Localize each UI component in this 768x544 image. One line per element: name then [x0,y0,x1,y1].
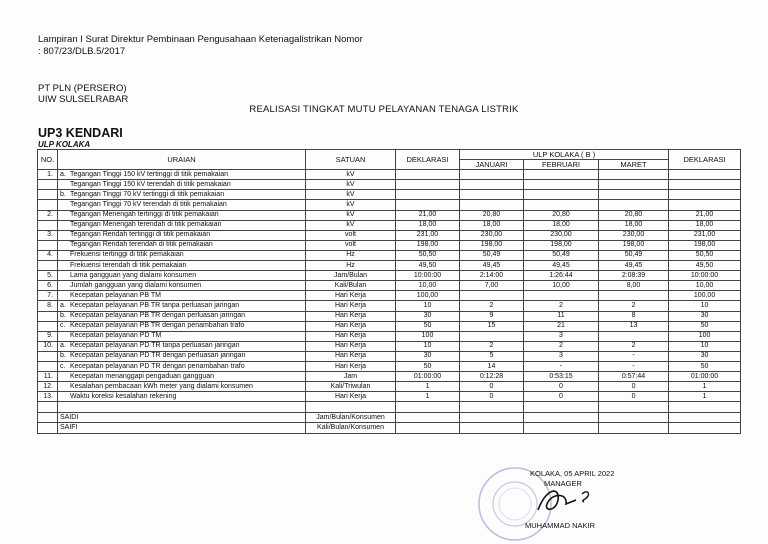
row-description [58,331,306,341]
row-january: 0 [460,382,524,392]
row-unit: Hari Kerja [306,291,396,301]
table-row [38,250,741,260]
summary-cell [669,413,741,423]
spacer-cell [460,402,524,413]
spacer-cell [669,402,741,413]
row-unit: Hari Kerja [306,321,396,331]
row-number [38,240,58,250]
row-description-text: Lama gangguan yang dialami konsumen [70,271,197,279]
row-declaration: 231,00 [396,230,460,240]
row-description-text: Tegangan Tinggi 150 kV tertinggi di titik pemakaian [70,170,228,178]
row-number: 13. [38,392,58,402]
row-number: 4. [38,250,58,260]
row-declaration: 100,00 [396,291,460,301]
summary-cell [524,423,599,433]
spacer-cell [38,402,58,413]
row-january: 15 [460,321,524,331]
row-february: 49,45 [524,261,599,271]
row-declaration [396,180,460,190]
table-row [38,392,741,402]
row-number: 2. [38,210,58,220]
row-march [599,200,669,210]
spacer-row [38,402,741,413]
row-january: 0 [460,392,524,402]
col-group-header: ULP KOLAKA ( B ) [460,150,669,160]
row-january: 2:14:00 [460,271,524,281]
row-description [58,250,306,260]
row-march: - [599,361,669,371]
spacer-cell [306,402,396,413]
row-declaration: 18,00 [396,220,460,230]
summary-label: SAIDI [58,413,306,423]
row-march [599,291,669,301]
row-description-text: Frekuensi tertinggi di titik pemakaian [70,251,184,259]
row-march: 0 [599,392,669,402]
table-row [38,382,741,392]
row-description-text: Kecepatan pelayanan PB TR dengan penambahan trafo [70,322,245,330]
row-number [38,361,58,371]
summary-unit: Jam/Bulan/Konsumen [306,413,396,423]
row-description-text: Tegangan Menengah tertinggi di titik pemakaian [70,211,219,219]
org-unit: UIW SULSELRABAR [38,94,129,105]
row-sub-letter: b. [60,312,66,320]
row-february: - [524,361,599,371]
row-declaration-2: 1 [669,382,741,392]
summary-empty [38,423,58,433]
row-march: 18,00 [599,220,669,230]
row-number: 10. [38,341,58,351]
row-declaration-2: 49,50 [669,261,741,271]
row-description-text: Tegangan Tinggi 70 kV tertinggi di titik pemakaian [70,190,225,198]
row-unit: kV [306,220,396,230]
row-february [524,291,599,301]
row-description-text: Kecepatan pelayanan PB TR tanpa perluasan jaringan [70,301,240,309]
row-unit: Hari Kerja [306,351,396,361]
row-declaration [396,200,460,210]
row-description [58,190,306,200]
row-unit: Kali/Bulan [306,281,396,291]
row-unit: Hari Kerja [306,361,396,371]
row-declaration: 1 [396,382,460,392]
row-unit: Hz [306,261,396,271]
attachment-line: Lampiran I Surat Direktur Pembinaan Pengusahaan Ketenagalistrikan Nomor [38,34,363,45]
row-sub-letter: a. [60,301,66,309]
row-description-text: Tegangan Menengah terendah di titik pemakaian [70,221,222,229]
row-description [58,180,306,190]
row-january: 2 [460,341,524,351]
row-march [599,170,669,180]
row-number: 9. [38,331,58,341]
page-title: REALISASI TINGKAT MUTU PELAYANAN TENAGA LISTRIK [249,104,519,115]
row-february: 18,00 [524,220,599,230]
row-february: 20,80 [524,210,599,220]
row-description-text: Tegangan Tinggi 70 kV terendah di titik pemakaian [70,201,227,209]
row-february [524,190,599,200]
summary-label: SAIFI [58,423,306,433]
row-march: 0 [599,382,669,392]
row-number [38,261,58,271]
row-description [58,240,306,250]
row-declaration-2: 50 [669,361,741,371]
row-sub-letter: a. [60,170,66,178]
row-declaration: 1 [396,392,460,402]
row-declaration-2: 10 [669,301,741,311]
row-description-text: Tegangan Rendah terendah di titik pemakaian [70,241,213,249]
table-row [38,301,741,311]
spacer-cell [58,402,306,413]
row-january: 5 [460,351,524,361]
row-january [460,170,524,180]
row-february: 3 [524,351,599,361]
row-february: 10,00 [524,281,599,291]
row-declaration: 10 [396,341,460,351]
row-march: 2:08:39 [599,271,669,281]
row-february: 21 [524,321,599,331]
row-number: 5. [38,271,58,281]
quality-table [37,149,741,434]
summary-cell [460,423,524,433]
row-declaration: 50,50 [396,250,460,260]
row-description [58,291,306,301]
org-name: PT PLN (PERSERO) [38,83,127,94]
row-unit: Hari Kerja [306,301,396,311]
row-declaration: 10 [396,301,460,311]
row-sub-letter: a. [60,342,66,350]
row-number [38,351,58,361]
table-row [38,351,741,361]
row-january: 2 [460,301,524,311]
row-description-text: Tegangan Tinggi 150 kV terendah di titik pemakaian [70,180,231,188]
row-march [599,190,669,200]
table-row [38,261,741,271]
row-march: 230,00 [599,230,669,240]
summary-cell [396,423,460,433]
col-mar-header: MARET [599,160,669,170]
row-february: 0:53:15 [524,372,599,382]
signature-role: MANAGER [544,479,582,488]
row-january [460,291,524,301]
row-description [58,261,306,271]
spacer-cell [524,402,599,413]
row-declaration-2: 198,00 [669,240,741,250]
row-february [524,200,599,210]
row-declaration-2: 10,00 [669,281,741,291]
row-number: 8. [38,301,58,311]
row-description-text: Kecepatan pelayanan PB TM [70,291,161,299]
unit-title: UP3 KENDARI [38,126,123,140]
row-declaration: 30 [396,351,460,361]
row-january: 9 [460,311,524,321]
row-march: 13 [599,321,669,331]
sub-unit-title: ULP KOLAKA [38,140,91,149]
spacer-cell [396,402,460,413]
row-declaration-2 [669,190,741,200]
row-description [58,170,306,180]
table-row [38,230,741,240]
row-march [599,331,669,341]
row-description-text: Jumlah gangguan yang dialami konsumen [70,281,202,289]
row-unit: Jam/Bulan [306,271,396,281]
row-declaration-2: 100 [669,331,741,341]
row-february: 1:26:44 [524,271,599,281]
row-description-text: Kecepatan pelayanan PD TR dengan penambahan trafo [70,362,245,370]
row-description [58,230,306,240]
table-row [38,341,741,351]
row-march: 20,80 [599,210,669,220]
row-number: 12. [38,382,58,392]
handwritten-signature [532,482,612,522]
row-declaration [396,170,460,180]
row-sub-letter: b. [60,352,66,360]
row-declaration: 198,00 [396,240,460,250]
row-february: 198,00 [524,240,599,250]
row-description [58,311,306,321]
summary-cell [396,413,460,423]
row-february: 50,49 [524,250,599,260]
row-january [460,200,524,210]
row-sub-letter: c. [60,322,66,330]
row-description-text: Frekuensi terendah di titik pemakaian [70,261,187,269]
summary-cell [460,413,524,423]
spacer-cell [599,402,669,413]
row-description [58,281,306,291]
row-unit: Jam [306,372,396,382]
row-february [524,170,599,180]
row-description-text: Tegangan Rendah tertinggi di titik pemakaian [70,231,211,239]
row-unit: volt [306,240,396,250]
row-march: 49,45 [599,261,669,271]
row-declaration: 01:00:00 [396,372,460,382]
summary-cell [669,423,741,433]
row-january: 198,00 [460,240,524,250]
row-march: 50,49 [599,250,669,260]
row-description [58,351,306,361]
summary-cell [599,413,669,423]
col-uraian-header: URAIAN [58,150,306,170]
row-number [38,220,58,230]
col-no-header: NO. [38,150,58,170]
row-january: 18,00 [460,220,524,230]
row-declaration [396,190,460,200]
row-number: 11. [38,372,58,382]
row-declaration-2: 1 [669,392,741,402]
signature-place-date: KOLAKA, 05 APRIL 2022 [530,469,615,478]
summary-cell [599,423,669,433]
summary-cell [524,413,599,423]
col-feb-header: FEBRUARI [524,160,599,170]
row-description [58,210,306,220]
table-row [38,180,741,190]
row-declaration-2: 231,00 [669,230,741,240]
row-february: 2 [524,301,599,311]
row-february: 11 [524,311,599,321]
row-declaration-2: 01:00:00 [669,372,741,382]
row-february: 0 [524,392,599,402]
table-row [38,372,741,382]
row-number [38,311,58,321]
signature-name: MUHAMMAD NAKIR [525,521,596,530]
table-row [38,240,741,250]
table-row [38,200,741,210]
row-description-text: Kesalahan pembacaan kWh meter yang dialami konsumen [70,382,253,390]
row-march: - [599,351,669,361]
row-february: 2 [524,341,599,351]
row-march: 8 [599,311,669,321]
row-description-text: Kecepatan pelayanan PD TR tanpa perluasan jaringan [70,342,240,350]
row-description [58,372,306,382]
table-row [38,190,741,200]
row-march: 0:57:44 [599,372,669,382]
summary-empty [38,413,58,423]
row-sub-letter: b. [60,190,66,198]
row-number: 3. [38,230,58,240]
row-january: 7,00 [460,281,524,291]
row-declaration: 30 [396,311,460,321]
row-number [38,321,58,331]
row-description [58,200,306,210]
row-declaration-2: 30 [669,351,741,361]
row-description-text: Kecepatan menanggapi pengaduan gangguan [70,372,215,380]
row-description-text: Kecepatan pelayanan PB TR dengan perluasan jaringan [70,312,245,320]
row-declaration-2 [669,200,741,210]
row-description [58,382,306,392]
row-description [58,271,306,281]
row-declaration: 10:00:00 [396,271,460,281]
row-unit: Hari Kerja [306,311,396,321]
row-declaration-2: 10:00:00 [669,271,741,281]
table-row [38,291,741,301]
row-february [524,180,599,190]
attachment-number: : 807/23/DLB.5/2017 [38,46,126,57]
row-description [58,321,306,331]
row-declaration: 10,00 [396,281,460,291]
table-row [38,331,741,341]
row-declaration-2: 21,00 [669,210,741,220]
row-march: 198,00 [599,240,669,250]
row-declaration: 50 [396,361,460,371]
row-declaration-2: 18,00 [669,220,741,230]
row-unit: Hari Kerja [306,392,396,402]
row-january: 0:12:28 [460,372,524,382]
row-february: 230,00 [524,230,599,240]
row-declaration-2 [669,180,741,190]
row-description-text: Waktu koreksi kesalahan rekening [70,392,177,400]
row-unit: kV [306,210,396,220]
row-declaration: 50 [396,321,460,331]
row-description [58,341,306,351]
row-description [58,301,306,311]
row-unit: Hari Kerja [306,331,396,341]
row-unit: kV [306,170,396,180]
row-january: 14 [460,361,524,371]
row-declaration-2: 100,00 [669,291,741,301]
row-january [460,190,524,200]
table-row [38,271,741,281]
summary-row [38,423,741,433]
row-number [38,180,58,190]
row-march: 8,00 [599,281,669,291]
table-row [38,220,741,230]
row-description [58,392,306,402]
row-unit: volt [306,230,396,240]
row-description-text: Kecepatan pelayanan PD TR dengan perluasan jaringan [70,352,246,360]
table-row [38,281,741,291]
col-jan-header: JANUARI [460,160,524,170]
row-declaration-2: 50,50 [669,250,741,260]
row-declaration: 49,50 [396,261,460,271]
row-declaration-2: 10 [669,341,741,351]
table-row [38,361,741,371]
row-unit: kV [306,200,396,210]
row-number: 6. [38,281,58,291]
row-january: 50,49 [460,250,524,260]
row-number: 1. [38,170,58,180]
summary-unit: Kali/Bulan/Konsumen [306,423,396,433]
row-description [58,361,306,371]
row-number [38,190,58,200]
row-january [460,331,524,341]
row-declaration-2 [669,170,741,180]
row-january [460,180,524,190]
row-description [58,220,306,230]
row-declaration: 21,00 [396,210,460,220]
row-declaration-2: 30 [669,311,741,321]
row-january: 49,45 [460,261,524,271]
row-unit: Hari Kerja [306,341,396,351]
col-deklarasi2-header: DEKLARASI [669,150,741,170]
row-declaration: 100 [396,331,460,341]
col-deklarasi-header: DEKLARASI [396,150,460,170]
row-sub-letter: c. [60,362,66,370]
row-unit: Kali/Triwulan [306,382,396,392]
row-unit: kV [306,180,396,190]
row-march: 2 [599,341,669,351]
table-row [38,321,741,331]
row-unit: Hz [306,250,396,260]
row-february: 3 [524,331,599,341]
row-number: 7. [38,291,58,301]
row-january: 230,00 [460,230,524,240]
summary-row [38,413,741,423]
table-row [38,210,741,220]
row-march [599,180,669,190]
row-number [38,200,58,210]
row-february: 0 [524,382,599,392]
row-description-text: Kecepatan pelayanan PD TM [70,332,162,340]
row-declaration-2: 50 [669,321,741,331]
row-january: 20,80 [460,210,524,220]
table-row [38,311,741,321]
row-unit: kV [306,190,396,200]
col-satuan-header: SATUAN [306,150,396,170]
row-march: 2 [599,301,669,311]
table-row [38,170,741,180]
